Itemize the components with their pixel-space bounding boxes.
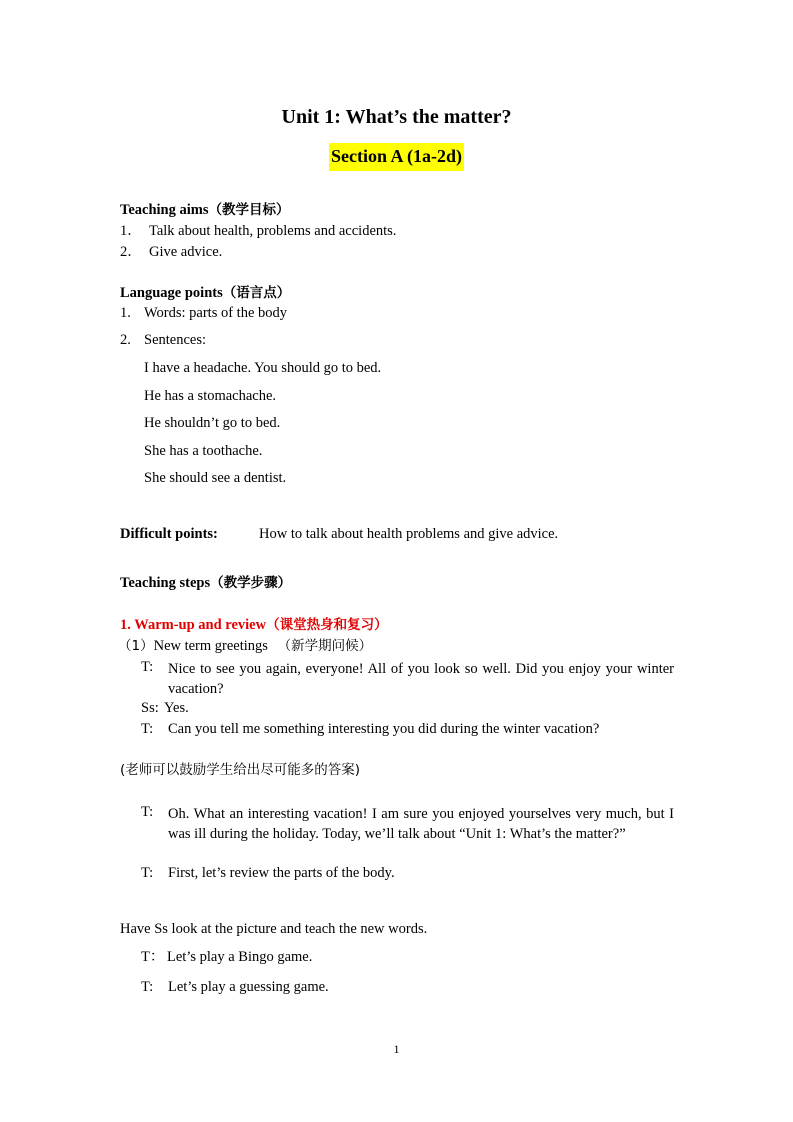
- language-points-heading: [120, 285, 290, 302]
- page-number: 1: [393, 1042, 400, 1056]
- sentence: He has a stomachache.: [144, 388, 277, 404]
- sentence: He shouldn’t go to bed.: [144, 415, 281, 431]
- aim-item: [120, 223, 397, 240]
- sub-text-cn: （新学期问候）: [277, 638, 373, 654]
- document-title: Unit 1: What’s the matter?: [281, 106, 512, 128]
- section-heading: Section A (1a-2d): [329, 143, 464, 171]
- language-text: Words: parts of the body: [144, 305, 288, 321]
- instruction-text: Have Ss look at the picture and teach the new words.: [120, 921, 428, 937]
- language-points-label-cn: （语言点）: [222, 285, 291, 301]
- dialogue-line: Let’s play a Bingo game.: [167, 949, 313, 965]
- dialogue-speaker: T:: [141, 721, 154, 737]
- warmup-label-cn: （课堂热身和复习）: [266, 617, 388, 633]
- warmup-label: 1. Warm-up and review: [120, 617, 267, 633]
- language-number: 2.: [120, 332, 131, 348]
- dialogue-line: Yes.: [164, 700, 189, 716]
- aim-number: 2．: [120, 244, 142, 260]
- teacher-note: (老师可以鼓励学生给出尽可能多的答案): [120, 762, 361, 778]
- sentence: She has a toothache.: [144, 443, 263, 459]
- warmup-heading: [120, 617, 388, 634]
- aim-text: Give advice.: [149, 244, 223, 260]
- dialogue-line: Oh. What an interesting vacation! I am sure you enjoyed yourselves very much, but I was ill during the holiday. Today, we’ll talk about “Unit 1: What’s the matter?”: [168, 806, 674, 842]
- warmup-subheading: [118, 638, 372, 655]
- sub-number: （1）: [118, 638, 154, 654]
- dialogue-speaker: T:: [141, 979, 154, 995]
- difficult-points-label: Difficult points:: [120, 526, 218, 542]
- teaching-aims-label-cn: （教学目标）: [208, 202, 290, 218]
- difficult-points-text: How to talk about health problems and give advice.: [259, 526, 559, 542]
- language-points-label: Language points: [120, 285, 223, 301]
- language-item: [120, 305, 288, 322]
- dialogue-line: Let’s play a guessing game.: [168, 979, 329, 995]
- dialogue-speaker: T:: [141, 659, 154, 675]
- aim-item: [120, 244, 223, 261]
- dialogue-speaker: T：: [141, 949, 165, 965]
- dialogue-line: Can you tell me something interesting you did during the winter vacation?: [168, 721, 600, 737]
- aim-text: Talk about health, problems and accidents.: [149, 223, 397, 239]
- dialogue-speaker: T:: [141, 804, 154, 820]
- sub-text: New term greetings: [153, 638, 268, 654]
- sentence: I have a headache. You should go to bed.: [144, 360, 382, 376]
- teaching-steps-heading: [120, 575, 291, 592]
- teaching-steps-label-cn: （教学步骤）: [210, 575, 292, 591]
- teaching-steps-label: Teaching steps: [120, 575, 211, 591]
- language-text: Sentences:: [144, 332, 207, 348]
- dialogue-line: Nice to see you again, everyone! All of you look so well. Did you enjoy your winter vacation?: [168, 661, 674, 697]
- dialogue-speaker: Ss:: [141, 700, 159, 716]
- section-heading-wrap: [0, 143, 793, 171]
- dialogue-line: First, let’s review the parts of the body.: [168, 865, 395, 881]
- teaching-aims-heading: [120, 202, 290, 219]
- sentence: She should see a dentist.: [144, 470, 287, 486]
- teaching-aims-label: Teaching aims: [120, 202, 209, 218]
- language-number: 1.: [120, 305, 131, 321]
- aim-number: 1．: [120, 223, 142, 239]
- dialogue-speaker: T:: [141, 865, 154, 881]
- language-item: [120, 332, 207, 349]
